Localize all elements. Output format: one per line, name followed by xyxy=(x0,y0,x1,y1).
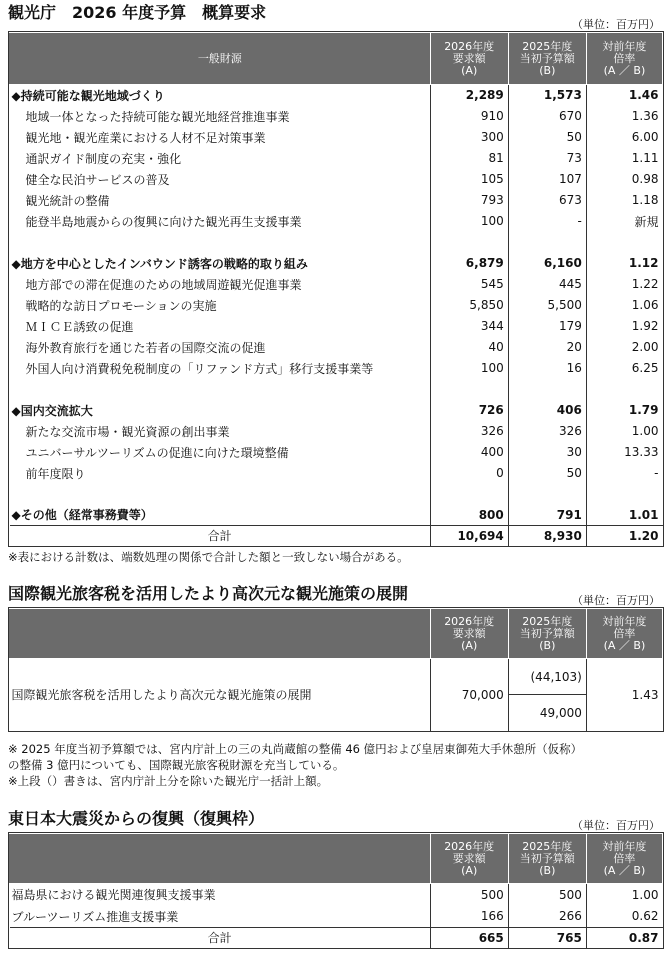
row-budget-2025: 73 xyxy=(508,148,586,169)
row-name: 通訳ガイド制度の充実・強化 xyxy=(25,151,182,166)
category-row xyxy=(10,253,663,274)
row-budget-2025-upper: (44,103) xyxy=(508,659,586,695)
row-name xyxy=(10,232,431,253)
row-name: 国際観光旅客税を活用したより高次元な観光施策の展開 xyxy=(11,688,312,703)
row-name: ＭＩＣＥ誘致の促進 xyxy=(25,319,134,334)
table-row xyxy=(10,190,663,211)
row-budget-2025: 20 xyxy=(508,337,586,358)
row-request-2026: 500 xyxy=(430,884,508,906)
row-request-2026: 726 xyxy=(430,400,508,421)
row-budget-2025 xyxy=(508,379,586,400)
section-title-departure-tax: 国際観光旅客税を活用したより高次元な観光施策の展開 xyxy=(8,584,409,603)
table-row xyxy=(10,316,663,337)
row-ratio xyxy=(586,232,662,253)
header-request-2026: 2026年度 要求額 (A) xyxy=(430,609,508,659)
section-title-reconstruction: 東日本大震災からの復興（復興枠） xyxy=(8,809,265,828)
row-name: 前年度限り xyxy=(25,466,86,481)
table-row xyxy=(10,295,663,316)
row-budget-2025: 179 xyxy=(508,316,586,337)
row-request-2026 xyxy=(430,379,508,400)
spacer-row xyxy=(10,232,663,253)
row-ratio: 1.43 xyxy=(586,659,662,731)
row-budget-2025-lower: 49,000 xyxy=(508,695,586,731)
row-ratio: 1.18 xyxy=(586,190,662,211)
note-line: の整備 3 億円についても、国際観光旅客税財源を充当している。 xyxy=(8,758,345,772)
row-budget-2025: 5,500 xyxy=(508,295,586,316)
row-ratio: 2.00 xyxy=(586,337,662,358)
budget-table-general xyxy=(8,31,664,547)
table-row xyxy=(10,442,663,463)
total-ratio: 1.20 xyxy=(586,526,662,546)
header-ratio: 対前年度 倍率 (A ／ B) xyxy=(586,609,662,659)
row-budget-2025: 673 xyxy=(508,190,586,211)
row-ratio: 1.06 xyxy=(586,295,662,316)
row-name: 新たな交流市場・観光資源の創出事業 xyxy=(25,424,230,439)
row-request-2026: 100 xyxy=(430,211,508,232)
row-request-2026: 400 xyxy=(430,442,508,463)
table-row xyxy=(10,463,663,484)
category-row xyxy=(10,400,663,421)
row-budget-2025: 16 xyxy=(508,358,586,379)
row-ratio: - xyxy=(586,463,662,484)
section-departure-tax xyxy=(8,584,662,607)
table-row xyxy=(10,659,663,695)
row-request-2026: 5,850 xyxy=(430,295,508,316)
header-budget-2025: 2025年度 当初予算額 (B) xyxy=(508,834,586,884)
row-budget-2025 xyxy=(508,232,586,253)
category-row xyxy=(10,505,663,526)
row-request-2026: 800 xyxy=(430,505,508,526)
table-row xyxy=(10,211,663,232)
table-row xyxy=(10,906,663,928)
total-label: 合計 xyxy=(10,526,431,546)
row-request-2026: 81 xyxy=(430,148,508,169)
row-ratio: 1.11 xyxy=(586,148,662,169)
row-budget-2025: - xyxy=(508,211,586,232)
row-budget-2025: 266 xyxy=(508,906,586,928)
row-ratio: 1.22 xyxy=(586,274,662,295)
row-name: 能登半島地震からの復興に向けた観光再生支援事業 xyxy=(25,214,302,229)
header-blank xyxy=(10,834,431,884)
row-ratio: 1.46 xyxy=(586,85,662,106)
row-request-2026: 40 xyxy=(430,337,508,358)
row-ratio: 6.00 xyxy=(586,127,662,148)
header-request-2026: 2026年度 要求額 (A) xyxy=(430,834,508,884)
row-name: ◆持続可能な観光地域づくり xyxy=(11,88,165,103)
category-row xyxy=(10,85,663,106)
row-ratio: 1.01 xyxy=(586,505,662,526)
row-request-2026 xyxy=(430,484,508,505)
row-name: ◆地方を中心としたインバウンド誘客の戦略的取り組み xyxy=(11,256,308,271)
row-ratio: 1.12 xyxy=(586,253,662,274)
departure-tax-notes xyxy=(8,741,662,789)
row-request-2026: 105 xyxy=(430,169,508,190)
row-request-2026: 100 xyxy=(430,358,508,379)
row-request-2026: 326 xyxy=(430,421,508,442)
row-request-2026: 166 xyxy=(430,906,508,928)
header-general-funds: 一般財源 xyxy=(10,33,431,85)
row-request-2026: 344 xyxy=(430,316,508,337)
row-name: 福島県における観光関連復興支援事業 xyxy=(11,888,216,903)
note-line: ※上段（）書きは、宮内庁計上分を除いた観光庁一括計上額。 xyxy=(8,774,329,788)
row-name: ユニバーサルツーリズムの促進に向けた環境整備 xyxy=(25,445,289,460)
row-name: 海外教育旅行を通じた若者の国際交流の促進 xyxy=(25,340,266,355)
row-name: 観光統計の整備 xyxy=(25,193,110,208)
row-name: ◆その他（経常事務費等） xyxy=(11,508,153,523)
row-budget-2025: 791 xyxy=(508,505,586,526)
row-name: 地域一体となった持続可能な観光地経営推進事業 xyxy=(25,109,290,124)
budget-table-reconstruction xyxy=(8,832,664,949)
row-ratio: 0.62 xyxy=(586,906,662,928)
table-row xyxy=(10,884,663,906)
row-request-2026 xyxy=(430,232,508,253)
row-name xyxy=(10,379,431,400)
row-ratio: 1.00 xyxy=(586,421,662,442)
unit-label: （単位：百万円） xyxy=(572,594,660,607)
row-budget-2025: 50 xyxy=(508,127,586,148)
table-row xyxy=(10,358,663,379)
table-row xyxy=(10,421,663,442)
row-request-2026: 793 xyxy=(430,190,508,211)
header-budget-2025: 2025年度 当初予算額 (B) xyxy=(508,33,586,85)
row-ratio: 1.92 xyxy=(586,316,662,337)
row-budget-2025: 500 xyxy=(508,884,586,906)
table-row xyxy=(10,169,663,190)
note-line: ※ 2025 年度当初予算額では、宮内庁計上の三の丸尚蔵館の整備 46 億円および皇居東御苑大手休憩所（仮称） xyxy=(8,742,583,756)
spacer-row xyxy=(10,484,663,505)
row-ratio: 1.36 xyxy=(586,106,662,127)
table-row xyxy=(10,337,663,358)
row-ratio xyxy=(586,379,662,400)
row-ratio: 6.25 xyxy=(586,358,662,379)
row-budget-2025: 445 xyxy=(508,274,586,295)
total-row xyxy=(10,928,663,948)
row-ratio: 0.98 xyxy=(586,169,662,190)
row-request-2026: 545 xyxy=(430,274,508,295)
row-budget-2025: 50 xyxy=(508,463,586,484)
row-budget-2025: 670 xyxy=(508,106,586,127)
table-row xyxy=(10,127,663,148)
header-ratio: 対前年度 倍率 (A ／ B) xyxy=(586,33,662,85)
header-budget-2025: 2025年度 当初予算額 (B) xyxy=(508,609,586,659)
unit-label: （単位：百万円） xyxy=(572,18,660,31)
total-label: 合計 xyxy=(10,928,431,948)
total-row xyxy=(10,526,663,546)
spacer-row xyxy=(10,379,663,400)
row-budget-2025: 6,160 xyxy=(508,253,586,274)
header-blank xyxy=(10,609,431,659)
row-name: 地方部での滞在促進のための地域周遊観光促進事業 xyxy=(25,277,302,292)
table-row xyxy=(10,148,663,169)
row-ratio xyxy=(586,484,662,505)
row-request-2026: 70,000 xyxy=(430,659,508,731)
section-general-budget xyxy=(8,3,662,31)
section-reconstruction xyxy=(8,809,662,832)
header-request-2026: 2026年度 要求額 (A) xyxy=(430,33,508,85)
row-name: 健全な民泊サービスの普及 xyxy=(25,172,170,187)
row-budget-2025: 1,573 xyxy=(508,85,586,106)
total-request-2026: 665 xyxy=(430,928,508,948)
page-title: 観光庁 2026 年度予算 概算要求 xyxy=(8,3,267,22)
row-name: ◆国内交流拡大 xyxy=(11,403,93,418)
row-budget-2025: 326 xyxy=(508,421,586,442)
row-ratio: 1.00 xyxy=(586,884,662,906)
row-name: 外国人向け消費税免税制度の「リファンド方式」移行支援事業等 xyxy=(25,361,374,376)
row-request-2026: 6,879 xyxy=(430,253,508,274)
table-row xyxy=(10,106,663,127)
row-request-2026: 910 xyxy=(430,106,508,127)
row-request-2026: 2,289 xyxy=(430,85,508,106)
row-request-2026: 0 xyxy=(430,463,508,484)
total-budget-2025: 765 xyxy=(508,928,586,948)
row-budget-2025: 30 xyxy=(508,442,586,463)
row-ratio: 1.79 xyxy=(586,400,662,421)
row-name: ブルーツーリズム推進支援事業 xyxy=(11,909,179,924)
row-name xyxy=(10,484,431,505)
header-ratio: 対前年度 倍率 (A ／ B) xyxy=(586,834,662,884)
row-name: 戦略的な訪日プロモーションの実施 xyxy=(25,298,217,313)
total-ratio: 0.87 xyxy=(586,928,662,948)
row-budget-2025: 107 xyxy=(508,169,586,190)
total-request-2026: 10,694 xyxy=(430,526,508,546)
row-ratio: 13.33 xyxy=(586,442,662,463)
row-name: 観光地・観光産業における人材不足対策事業 xyxy=(25,130,266,145)
table-row xyxy=(10,274,663,295)
total-budget-2025: 8,930 xyxy=(508,526,586,546)
table-note: ※表における計数は、端数処理の関係で合計した額と一致しない場合がある。 xyxy=(8,550,409,564)
row-budget-2025: 406 xyxy=(508,400,586,421)
row-budget-2025 xyxy=(508,484,586,505)
row-request-2026: 300 xyxy=(430,127,508,148)
budget-table-departure-tax xyxy=(8,607,664,732)
unit-label: （単位：百万円） xyxy=(572,819,660,832)
row-ratio: 新規 xyxy=(586,211,662,232)
